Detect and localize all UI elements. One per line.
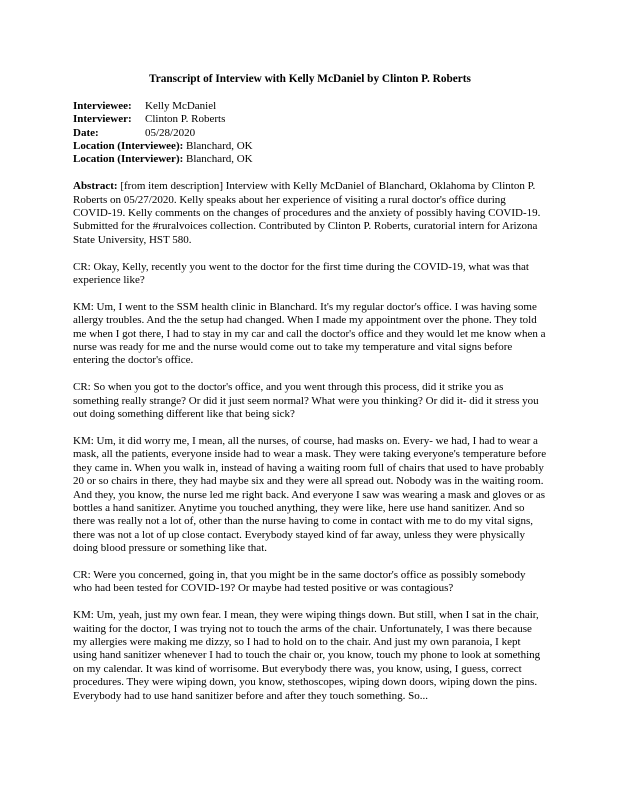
speaker-label: KM: — [73, 434, 94, 447]
metadata-row-location-interviewer — [73, 153, 547, 166]
transcript-paragraph — [73, 435, 547, 556]
metadata-row-interviewee — [73, 100, 547, 113]
speaker-label: CR: — [73, 568, 91, 581]
transcript-paragraph — [73, 569, 547, 596]
speaker-label: KM: — [73, 609, 94, 622]
metadata-row-date — [73, 127, 547, 140]
speech-text: Were you concerned, going in, that you might be in the same doctor's office as possibly somebody who had been tested for COVID-19? Or maybe had tested positive or was contagious? — [73, 568, 526, 595]
transcript-paragraph — [73, 261, 547, 288]
metadata-value: Clinton P. Roberts — [145, 113, 226, 126]
document-title: Transcript of Interview with Kelly McDaniel by Clinton P. Roberts — [149, 73, 471, 85]
metadata-value: Blanchard, OK — [186, 153, 253, 166]
metadata-row-location-interviewee — [73, 140, 547, 153]
metadata-value: 05/28/2020 — [145, 126, 196, 139]
metadata-label: Interviewer: — [73, 113, 132, 126]
speech-text: Okay, Kelly, recently you went to the doctor for the first time during the COVID-19, what was that experience like? — [73, 260, 529, 287]
transcript-paragraph — [73, 381, 547, 421]
abstract-paragraph — [73, 180, 547, 247]
speech-text: Um, it did worry me, I mean, all the nurses, of course, had masks on. Every- we had, I had to wear a mask, all the patients, everyone inside had to wear a mask. They were taking everyone's temperature before they came in. When you walk in, instead of having a waiting room full of chairs that used to have probably 20 or so chairs in there, they had maybe six and they were all spread out. Nobody was in the waiting room. And they, you know, the nurse led me right back. And everyone I saw was wearing a mask and gloves or as bottles a hand sanitizer. Anytime you touched anything, they were like, here use hand sanitizer. And so there was really not a lot of, other than the nurse having to come in contact with me to do my vital signs, there was not a lot of up close contact. Everybody stayed kind of far away, unless they were physically doing blood pressure or something like that. — [73, 434, 547, 555]
metadata-block — [73, 100, 547, 167]
transcript-paragraph — [73, 609, 547, 703]
metadata-label: Location (Interviewee): — [73, 140, 184, 153]
metadata-value: Blanchard, OK — [186, 140, 253, 153]
transcript-paragraph — [73, 301, 547, 368]
speaker-label: KM: — [73, 300, 94, 313]
speech-text: So when you got to the doctor's office, and you went through this process, did it strike you as something really strange? Or did it just seem normal? What were you thinking? Or did it- did it stress you out doing something different like that being sick? — [73, 381, 539, 421]
speaker-label: CR: — [73, 381, 91, 394]
abstract-text: [from item description] Interview with Kelly McDaniel of Blanchard, Oklahoma by Clinton P. Roberts on 05/27/2020. Kelly speaks about her experience of visiting a rural doctor's office during COVID-19. Kelly comments on the changes of procedures and the anxiety of possibly having COVID-19. Submitted for the #ruralvoices collection. Contributed by Clinton P. Roberts, curatorial intern for Arizona State University, HST 580. — [73, 180, 541, 246]
metadata-label: Location (Interviewer): — [73, 153, 184, 166]
speaker-label: CR: — [73, 260, 91, 273]
metadata-value: Kelly McDaniel — [145, 99, 217, 112]
metadata-row-interviewer — [73, 113, 547, 126]
speech-text: Um, I went to the SSM health clinic in Blanchard. It's my regular doctor's office. I was having some allergy troubles. And the the setup had changed. When I made my appointment over the phone. They told me when I got there, I had to stay in my car and call the doctor's office and they would let me know when a nurse was ready for me and the nurse would come out to take my temperature and vital signs before entering the doctor's office. — [73, 300, 546, 367]
abstract-label: Abstract: — [73, 180, 118, 193]
metadata-label: Date: — [73, 126, 99, 139]
speech-text: Um, yeah, just my own fear. I mean, they were wiping things down. But still, when I sat in the chair, waiting for the doctor, I was trying not to touch the arms of the chair. Unfortunately, I was there because my allergies were making me dizzy, so I had to hold on to the chair. And just my own paranoia, I kept using hand sanitizer whenever I had to touch the chair or, you know, touch my phone to look at something on my calendar. It was kind of worrisome. But everybody there was, you know, using, I guess, correct procedures. They were wiping down, you know, stethoscopes, wiping down doors, wiping down the pins. Everybody had to use hand sanitizer before and after they touch something. So... — [73, 609, 541, 702]
document-content — [73, 73, 547, 703]
metadata-label: Interviewee: — [73, 99, 132, 112]
